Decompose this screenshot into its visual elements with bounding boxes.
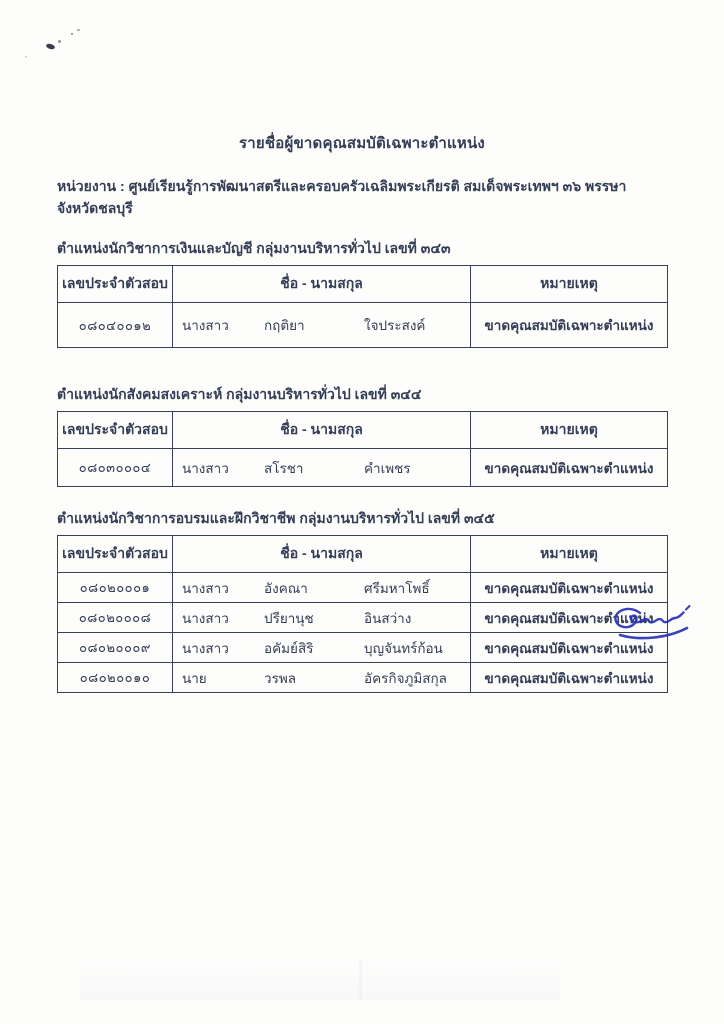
- col-header-exam-no: เลขประจำตัวสอบ: [58, 536, 173, 573]
- page-bleed-through: [80, 960, 560, 1000]
- col-header-remark: หมายเหตุ: [471, 266, 668, 303]
- last-name: ใจประสงค์: [364, 318, 426, 333]
- name-title: นาย: [182, 670, 207, 686]
- scan-smudge: [77, 29, 80, 31]
- position-section-social-worker: [57, 384, 667, 487]
- name-cell: [173, 603, 471, 633]
- name-cell: [173, 303, 471, 348]
- last-name: บุญจันทร์ก้อน: [364, 640, 443, 656]
- name-cell: [173, 573, 471, 603]
- col-header-name: ชื่อ - นามสกุล: [173, 536, 471, 573]
- exam-no-cell: ๐๘๐๔๐๐๑๒: [58, 303, 173, 348]
- last-name: คำเพชร: [364, 460, 411, 476]
- first-name: อคัมย์สิริ: [264, 640, 314, 656]
- name-cell: [173, 633, 471, 663]
- table-row: [58, 449, 668, 487]
- table-row: [58, 633, 668, 663]
- name-cell: [173, 663, 471, 693]
- first-name: สโรชา: [264, 460, 304, 476]
- table-row: [58, 573, 668, 603]
- name-title: นางสาว: [182, 610, 229, 626]
- candidates-table: [57, 411, 668, 487]
- remark-cell: ขาดคุณสมบัติเฉพาะตำแหน่ง: [471, 633, 668, 663]
- section-heading: ตำแหน่งนักสังคมสงเคราะห์ กลุ่มงานบริหารทั่วไป เลขที่ ๓๔๔: [57, 386, 422, 402]
- exam-no-cell: ๐๘๐๒๐๐๑๐: [58, 663, 173, 693]
- name-title: นางสาว: [182, 460, 229, 476]
- last-name: อินสว่าง: [364, 610, 412, 626]
- scan-smudge: [58, 40, 61, 43]
- exam-no-cell: ๐๘๐๓๐๐๐๔: [58, 449, 173, 487]
- first-name: ปรียานุช: [264, 610, 314, 626]
- col-header-exam-no: เลขประจำตัวสอบ: [58, 266, 173, 303]
- exam-no-cell: ๐๘๐๒๐๐๐๙: [58, 633, 173, 663]
- table-header-row: [58, 412, 668, 449]
- remark-cell: ขาดคุณสมบัติเฉพาะตำแหน่ง: [471, 573, 668, 603]
- section-heading: ตำแหน่งนักวิชาการอบรมและฝึกวิชาชีพ กลุ่มงานบริหารทั่วไป เลขที่ ๓๔๕: [57, 510, 495, 526]
- remark-cell: ขาดคุณสมบัติเฉพาะตำแหน่ง: [471, 449, 668, 487]
- table-row: [58, 603, 668, 633]
- first-name: วรพล: [264, 670, 297, 686]
- last-name: อัครกิจภูมิสกุล: [364, 670, 447, 686]
- name-title: นางสาว: [182, 318, 229, 333]
- remark-cell: ขาดคุณสมบัติเฉพาะตำแหน่ง: [471, 603, 668, 633]
- remark-cell: ขาดคุณสมบัติเฉพาะตำแหน่ง: [471, 663, 668, 693]
- scan-smudge: [45, 43, 55, 51]
- col-header-name: ชื่อ - นามสกุล: [173, 266, 471, 303]
- table-row: [58, 303, 668, 348]
- table-header-row: [58, 266, 668, 303]
- signature-initials-icon: [608, 604, 698, 656]
- agency-line: หน่วยงาน : ศูนย์เรียนรู้การพัฒนาสตรีและครอบครัวเฉลิมพระเกียรติ สมเด็จพระเทพฯ ๓๖ พรรษา จังหวัดชลบุรี: [57, 178, 627, 216]
- name-cell: [173, 449, 471, 487]
- document-title: รายชื่อผู้ขาดคุณสมบัติเฉพาะตำแหน่ง: [239, 135, 485, 152]
- remark-cell: ขาดคุณสมบัติเฉพาะตำแหน่ง: [471, 303, 668, 348]
- col-header-remark: หมายเหตุ: [471, 536, 668, 573]
- name-title: นางสาว: [182, 580, 229, 596]
- section-heading: ตำแหน่งนักวิชาการเงินและบัญชี กลุ่มงานบริหารทั่วไป เลขที่ ๓๔๓: [57, 240, 451, 256]
- table-row: [58, 663, 668, 693]
- scan-smudge: [71, 33, 73, 35]
- candidates-table: [57, 535, 668, 693]
- first-name: กฤติยา: [264, 318, 305, 333]
- position-section-training: [57, 508, 667, 693]
- col-header-name: ชื่อ - นามสกุล: [173, 412, 471, 449]
- name-title: นางสาว: [182, 640, 229, 656]
- col-header-exam-no: เลขประจำตัวสอบ: [58, 412, 173, 449]
- candidates-table: [57, 265, 668, 348]
- position-section-finance: [57, 238, 667, 348]
- last-name: ศรีมหาโพธิ์: [364, 580, 430, 596]
- exam-no-cell: ๐๘๐๒๐๐๐๑: [58, 573, 173, 603]
- scan-smudge: [25, 56, 27, 58]
- exam-no-cell: ๐๘๐๒๐๐๐๘: [58, 603, 173, 633]
- col-header-remark: หมายเหตุ: [471, 412, 668, 449]
- first-name: อังคณา: [264, 580, 308, 596]
- table-header-row: [58, 536, 668, 573]
